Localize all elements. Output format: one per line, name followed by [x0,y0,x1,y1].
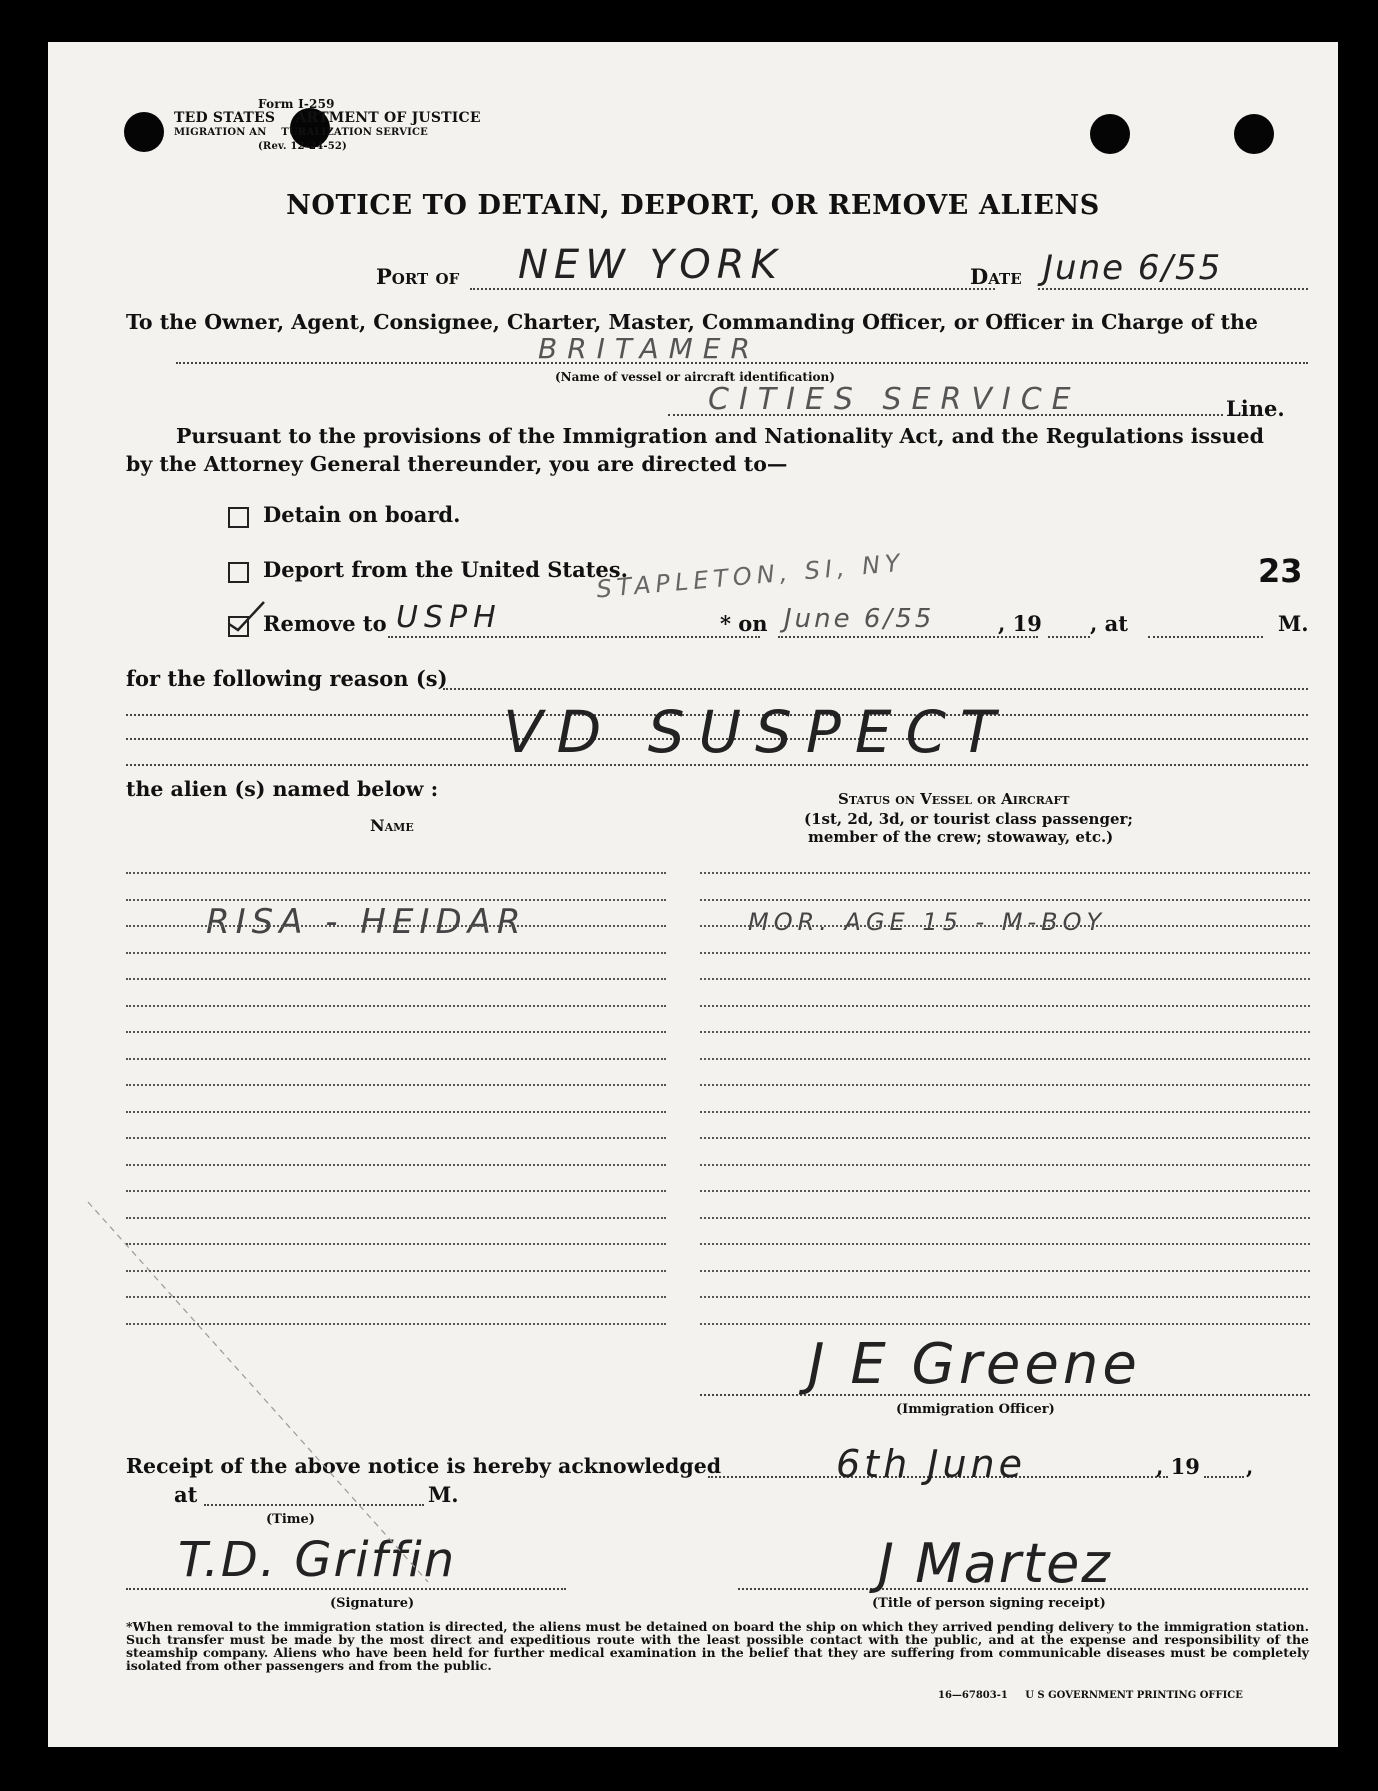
alien-status-row-line [700,1058,1310,1060]
alien-status-row-line [700,952,1310,954]
alien-name-row-line [126,872,666,874]
alien-status-row-line [700,872,1310,874]
receipt-signature-value[interactable]: T.D. Griffin [178,1532,457,1588]
printer-mark: 16—67803-1 U S GOVERNMENT PRINTING OFFICE [938,1690,1243,1701]
receipt-date-value[interactable]: 6th June [836,1442,1026,1486]
alien-name-row-line [126,1031,666,1033]
alien-status-value[interactable]: MOR. AGE 15 - M-BOY [748,908,1107,936]
form-revision: (Rev. 12-24-52) [258,141,347,152]
receipt-year-comma: , [1246,1454,1254,1479]
alien-name-row-line [126,1217,666,1219]
receipt-year-label: , 19 [1156,1454,1200,1479]
form-page [48,42,1338,1747]
alien-name-row-line [126,952,666,954]
receipt-at-label: at [174,1482,198,1507]
alien-name-row-line [126,1190,666,1192]
alien-name-row-line [126,899,666,901]
detain-option-label: Detain on board. [263,502,461,527]
alien-name-row-line [126,925,666,927]
service-name: MIGRATION AN TURALIZATION SERVICE [174,127,429,138]
remove-destination-note[interactable]: STAPLETON, SI, NY [595,548,906,604]
alien-name-row-line [126,1270,666,1272]
alien-status-row-line [700,1164,1310,1166]
alien-name-row-line [126,1243,666,1245]
pursuant-text-1: Pursuant to the provisions of the Immigration and Nationality Act, and the Regulations issued [176,424,1264,448]
receipt-title-caption: (Title of person signing receipt) [872,1596,1106,1611]
status-column-header: Status on Vessel or Aircraft [838,790,1070,808]
alien-status-row-line [700,925,1310,927]
alien-status-row-line [700,1111,1310,1113]
alien-status-row-line [700,1084,1310,1086]
receipt-signature-caption: (Signature) [330,1596,415,1611]
remove-year-label: , 19 [998,611,1042,636]
remove-option-label: Remove to [263,611,387,636]
remove-at-label: , at [1090,611,1128,636]
port-value[interactable]: NEW YORK [518,242,783,288]
remove-on-label: * on [720,611,768,636]
alien-name-row-line [126,978,666,980]
receipt-text: Receipt of the above notice is hereby acknowledged [126,1454,722,1478]
alien-name-value[interactable]: RISA - HEIDAR [206,902,527,942]
reason-value[interactable]: VD SUSPECT [503,698,1010,766]
alien-status-row-line [700,1243,1310,1245]
date-value[interactable]: June 6/55 [1043,248,1223,288]
alien-status-row-line [700,899,1310,901]
alien-status-row-line [700,1005,1310,1007]
receipt-time-caption: (Time) [266,1512,315,1527]
alien-name-row-line [126,1323,666,1325]
alien-name-row-line [126,1137,666,1139]
pursuant-text-2: by the Attorney General thereunder, you are directed to— [126,452,788,476]
officer-caption: (Immigration Officer) [896,1402,1055,1417]
remove-destination-value[interactable]: USPH [396,600,502,635]
alien-status-row-line [700,1217,1310,1219]
line-company-value[interactable]: CITIES SERVICE [708,382,1081,417]
date-label: Date [970,264,1022,289]
alien-status-row-line [700,978,1310,980]
receipt-title-value[interactable]: J Martez [878,1532,1112,1595]
alien-name-row-line [126,1296,666,1298]
alien-name-row-line [126,1058,666,1060]
department-name: TED STATES ARTMENT OF JUSTICE [174,110,481,126]
port-label: Port of [376,264,460,289]
alien-name-row-line [126,1005,666,1007]
form-number: Form I-259 [258,97,335,111]
paper-crease [48,42,1338,1747]
status-column-subheader-1: (1st, 2d, 3d, or tourist class passenger; [804,810,1133,828]
footnote: *When removal to the immigration station is directed, the aliens must be detained on board the ship on which they arrived pending delivery to the immigration station. Such transfer must be made by the most direct and expeditious route with the least possible contact with the public, and at the expense and responsibility of the steamship company. Aliens who have been held for further medical examination in the belief that they are suffering from communicable diseases must be completely isolated from other passengers and from the public. [126,1619,1309,1673]
status-column-subheader-2: member of the crew; stowaway, etc.) [808,828,1114,846]
alien-name-row-line [126,1164,666,1166]
addressee-text: To the Owner, Agent, Consignee, Charter, Master, Commanding Officer, or Officer in Charge of the [126,310,1258,334]
deport-option-label: Deport from the United States. [263,557,628,582]
vessel-value[interactable]: BRITAMER [538,332,760,365]
alien-status-row-line [700,1270,1310,1272]
alien-name-row-line [126,1111,666,1113]
receipt-m-label: M. [428,1482,459,1507]
remove-m-label: M. [1278,611,1309,636]
officer-signature[interactable]: J E Greene [808,1332,1141,1397]
stamp-number: 23 [1258,552,1303,590]
alien-status-row-line [700,1296,1310,1298]
page-title: NOTICE TO DETAIN, DEPORT, OR REMOVE ALIENS [286,190,1100,221]
name-column-header: Name [370,816,414,835]
alien-status-row-line [700,1323,1310,1325]
reason-label: for the following reason (s) [126,666,448,691]
vessel-caption: (Name of vessel or aircraft identification) [555,370,835,384]
line-label: Line. [1226,396,1285,421]
remove-date-value[interactable]: June 6/55 [784,604,935,634]
alien-status-row-line [700,1190,1310,1192]
alien-status-row-line [700,1137,1310,1139]
alien-status-row-line [700,1031,1310,1033]
aliens-label: the alien (s) named below : [126,777,439,801]
alien-name-row-line [126,1084,666,1086]
